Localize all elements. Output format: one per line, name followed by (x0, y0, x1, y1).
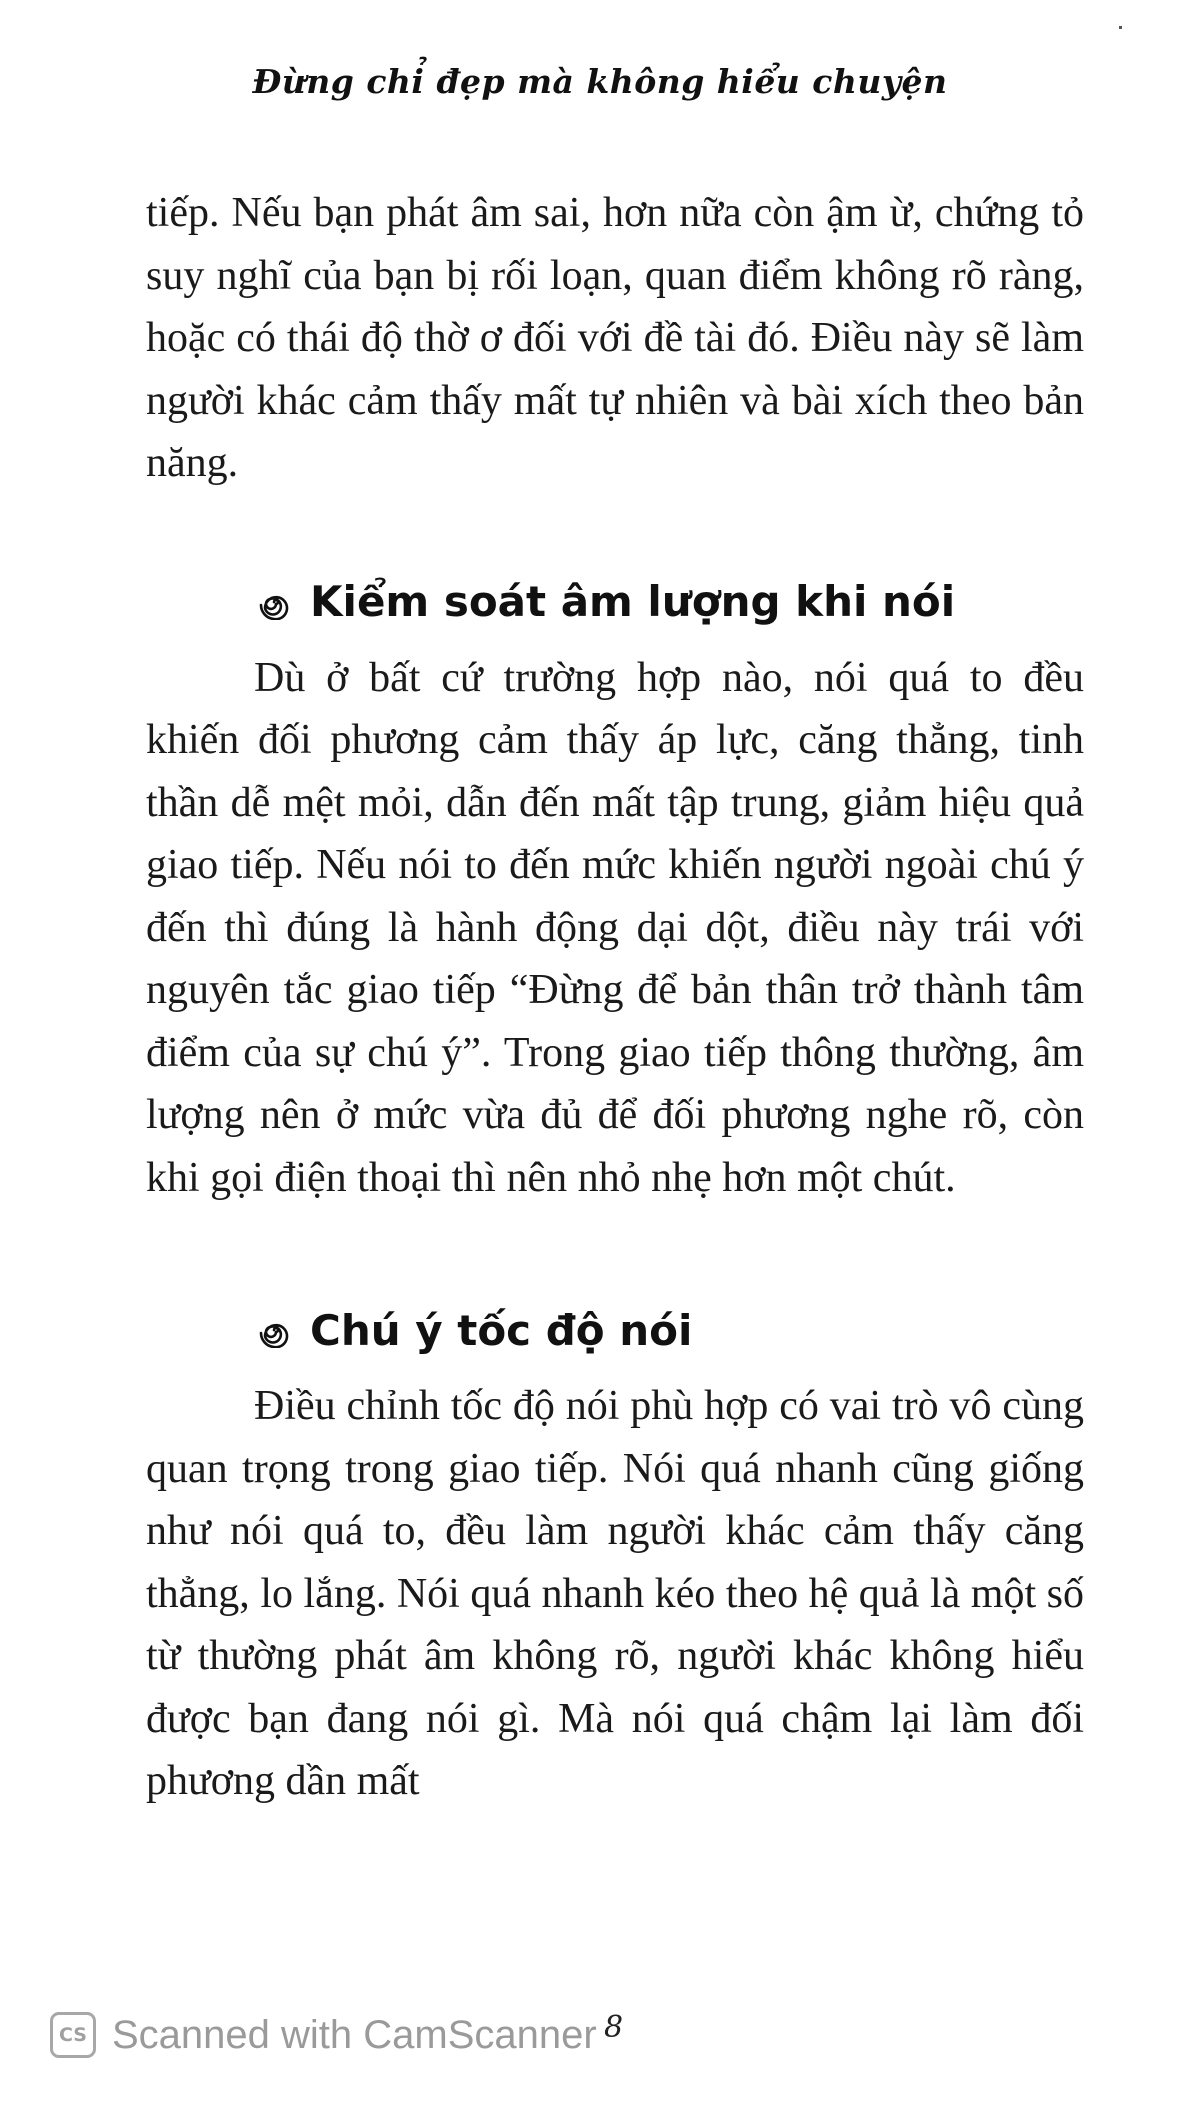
section-heading-text: Kiểm soát âm lượng khi nói (310, 577, 956, 626)
section-heading-speed (146, 1295, 1084, 1365)
scan-mark (1119, 26, 1122, 29)
running-header: Đừng chỉ đẹp mà không hiểu chuyện (252, 62, 948, 101)
page-number: 8 (604, 2010, 624, 2045)
section-body-volume: Dù ở bất cứ trường hợp nào, nói quá to đều khiến đối phương cảm thấy áp lực, căng thẳng, tinh thần dễ mệt mỏi, dẫn đến mất tập trung, giảm hiệu quả giao tiếp. Nếu nói to đến mức khiến người ngoài chú ý đến thì đúng là hành động dại dột, điều này trái với nguyên tắc giao tiếp “Đừng để bản thân trở thành tâm điểm của sự chú ý”. Trong giao tiếp thông thường, âm lượng nên ở mức vừa đủ để đối phương nghe rõ, còn khi gọi điện thoại thì nên nhỏ nhẹ hơn một chút. (146, 654, 1084, 1201)
page-content (146, 182, 1084, 1813)
camscanner-watermark (50, 2012, 597, 2058)
section-body-speed: Điều chỉnh tốc độ nói phù hợp có vai trò vô cùng quan trọng trong giao tiếp. Nói quá nhanh cũng giống như nói quá to, đều làm người khác cảm thấy căng thẳng, lo lắng. Nói quá nhanh kéo theo hệ quả là một số từ thường phát âm không rõ, người khác không hiểu được bạn đang nói gì. Mà nói quá chậm lại làm đối phương dần mất (146, 1383, 1084, 1804)
section-heading-volume (146, 567, 1084, 637)
watermark-text: Scanned with CamScanner (112, 2012, 597, 2057)
intro-paragraph: tiếp. Nếu bạn phát âm sai, hơn nữa còn ậm ừ, chứng tỏ suy nghĩ của bạn bị rối loạn, quan điểm không rõ ràng, hoặc có thái độ thờ ơ đối với đề tài đó. Điều này sẽ làm người khác cảm thấy mất tự nhiên và bài xích theo bản năng. (146, 190, 1084, 486)
spiral-bullet-icon (256, 584, 292, 620)
spiral-bullet-icon (256, 1312, 292, 1348)
section-heading-text: Chú ý tốc độ nói (310, 1305, 693, 1355)
camscanner-logo-icon: CS (50, 2012, 96, 2058)
